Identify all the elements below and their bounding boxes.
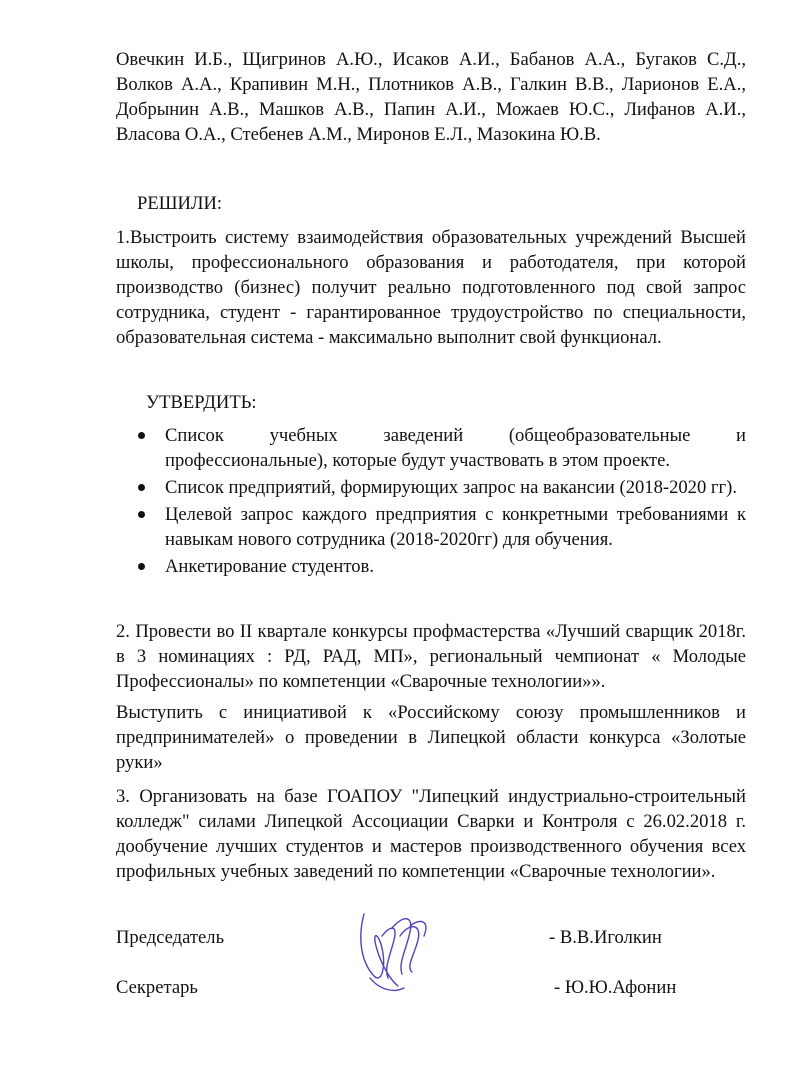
bullet-icon: [138, 432, 145, 439]
secretary-role: Секретарь: [116, 977, 198, 998]
secretary-name: - Ю.Ю.Афонин: [554, 977, 677, 998]
bullet-icon: [138, 484, 145, 491]
approve-list: [116, 423, 746, 581]
decision-item-3: 3. Организовать на базе ГОАПОУ "Липецкий индустриально-строительный колледж" силами Липецкой Ассоциации Сварки и Контроля с 26.02.2018 г. дообучение лучших студентов и мастеров производственного обучения всех профильных учебных заведений по компетенции «Сварочные технологии».: [116, 786, 746, 882]
list-item-text: Целевой запрос каждого предприятия с конкретными требованиями к навыкам нового сотрудника (2018-2020гг) для обучения.: [165, 504, 746, 550]
chair-name: - В.В.Иголкин: [549, 927, 662, 948]
bullet-icon: [138, 563, 145, 570]
bullet-icon: [138, 511, 145, 518]
initiative-paragraph: Выступить с инициативой к «Российскому союзу промышленников и предпринимателей» о проведении в Липецкой области конкурса «Золотые руки»: [116, 702, 746, 773]
handwritten-signature: [352, 906, 442, 996]
approve-heading: УТВЕРДИТЬ:: [146, 392, 257, 413]
list-item: [116, 554, 746, 579]
attendees-list: Овечкин И.Б., Щигринов А.Ю., Исаков А.И., Бабанов А.А., Бугаков С.Д., Волков А.А., Крапивин М.Н., Плотников А.В., Галкин В.В., Ларионов Е.А., Добрынин А.В., Машков А.В., Папин А.И., Можаев Ю.С., Лифанов А.И., Власова О.А., Стебенев А.М., Миронов Е.Л., Мазокина Ю.В.: [116, 49, 746, 145]
decided-heading: РЕШИЛИ:: [137, 193, 223, 214]
list-item-text: Анкетирование студентов.: [165, 556, 374, 577]
decision-item-2: 2. Провести во II квартале конкурсы профмастерства «Лучший сварщик 2018г. в 3 номинациях : РД, РАД, МП», региональный чемпионат « Молодые Профессионалы» по компетенции «Сварочные технологии»».: [116, 621, 746, 692]
list-item-text: Список предприятий, формирующих запрос на вакансии (2018-2020 гг).: [165, 477, 738, 498]
decision-item-1: 1.Выстроить систему взаимодействия образовательных учреждений Высшей школы, профессионального образования и работодателя, при которой производство (бизнес) получит реально подготовленного под свой запрос сотрудника, студент - гарантированное трудоустройство по специальности, образовательная система - максимально выполнит свой функционал.: [116, 227, 746, 348]
list-item: [116, 423, 746, 473]
list-item: [116, 475, 746, 500]
chair-role: Председатель: [116, 927, 225, 948]
list-item-text: Список учебных заведений (общеобразовательные и профессиональные), которые будут участвовать в этом проекте.: [165, 425, 746, 471]
list-item: [116, 502, 746, 552]
